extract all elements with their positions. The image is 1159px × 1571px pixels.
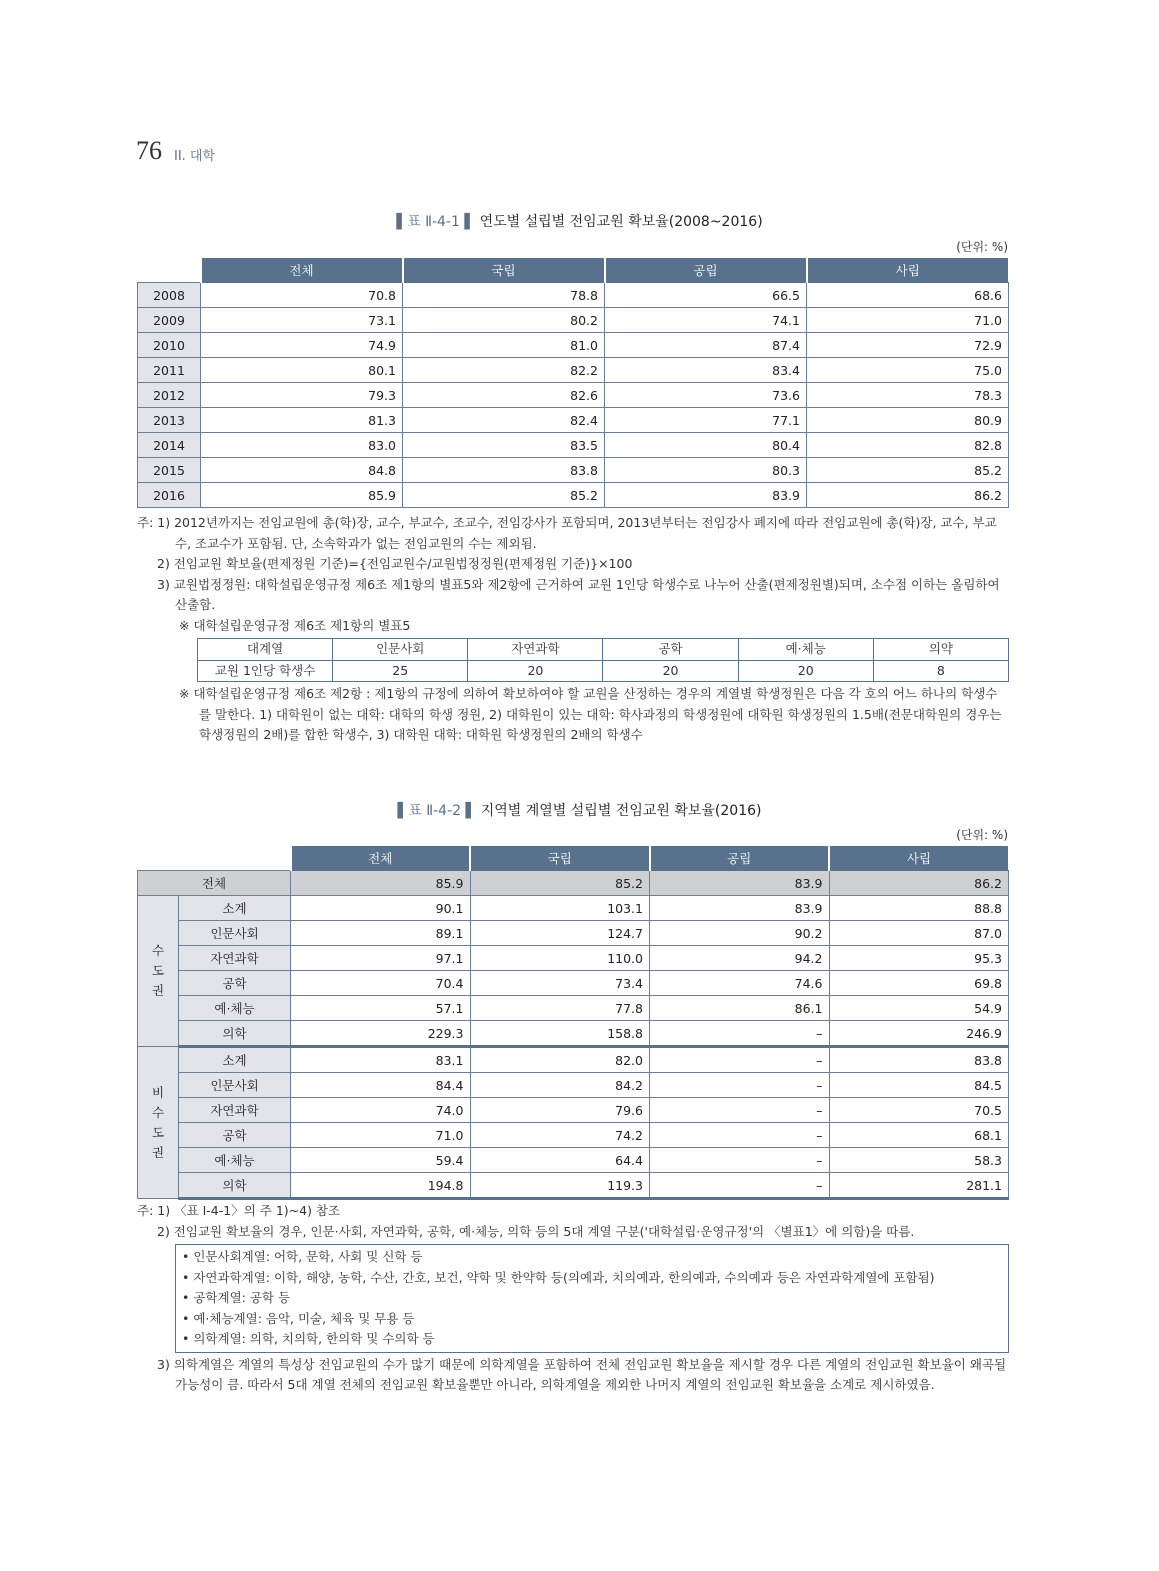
value-cell: 85.2 — [807, 458, 1009, 483]
field-label: 예·체능 — [179, 996, 291, 1021]
table-row — [138, 996, 1009, 1021]
value-cell: 66.5 — [605, 283, 807, 308]
reference-header-cell: 예·체능 — [738, 639, 873, 661]
value-cell: 72.9 — [807, 333, 1009, 358]
column-header: 국립 — [470, 846, 650, 871]
reference-value-cell: 20 — [738, 660, 873, 682]
value-cell: – — [650, 1021, 830, 1047]
value-cell: 64.4 — [470, 1148, 650, 1173]
value-cell: – — [650, 1173, 830, 1199]
field-label: 자연과학 — [179, 1098, 291, 1123]
field-definition: • 자연과학계열: 이학, 해양, 농학, 수산, 간호, 보건, 약학 및 한약학 등(의예과, 치의예과, 한의예과, 수의예과 등은 자연과학계열에 포함됨) — [182, 1269, 935, 1285]
reference-table — [197, 638, 1009, 682]
year-cell: 2014 — [138, 433, 201, 458]
column-header: 전체 — [291, 846, 471, 871]
year-cell: 2008 — [138, 283, 201, 308]
region-label: 수도권 — [151, 943, 165, 998]
value-cell: 74.0 — [291, 1098, 471, 1123]
table2 — [137, 845, 1009, 1200]
field-label: 소계 — [179, 1047, 291, 1073]
value-cell: 246.9 — [829, 1021, 1009, 1047]
value-cell: 85.2 — [470, 871, 650, 896]
value-cell: 83.0 — [201, 433, 403, 458]
value-cell: 84.4 — [291, 1073, 471, 1098]
table-row — [138, 1047, 1009, 1073]
value-cell: 119.3 — [470, 1173, 650, 1199]
value-cell: 74.1 — [605, 308, 807, 333]
note-2: 2) 전임교원 확보율의 경우, 인문·사회, 자연과학, 공학, 예·체능, 의학 등의 5대 계열 구분('대학설립·운영규정'의 〈별표1〉에 의함)을 따름. — [157, 1223, 915, 1239]
table-row — [138, 308, 1009, 333]
value-cell: 74.2 — [470, 1123, 650, 1148]
table-row — [138, 383, 1009, 408]
total-row — [138, 871, 1009, 896]
value-cell: 94.2 — [650, 946, 830, 971]
value-cell: 77.1 — [605, 408, 807, 433]
table2-caption — [0, 800, 1159, 820]
value-cell: 81.3 — [201, 408, 403, 433]
field-definition: • 의학계열: 의학, 치의학, 한의학 및 수의학 등 — [182, 1331, 435, 1346]
value-cell: – — [650, 1047, 830, 1073]
field-definition: • 인문사회계열: 어학, 문학, 사회 및 신학 등 — [182, 1249, 423, 1264]
reference-value-cell: 8 — [873, 660, 1008, 682]
section-title: II. 대학 — [174, 149, 216, 164]
value-cell: 68.1 — [829, 1123, 1009, 1148]
table-row — [138, 333, 1009, 358]
reference-2: ※ 대학설립운영규정 제6조 제2항 : 제1항의 규정에 의하여 확보하여야 할 교원을 산정하는 경우의 계열별 학생정원은 다음 각 호의 어느 하나의 학생수를 말한다. 1) 대학원이 없는 대학: 대학의 학생 정원, 2) 대학원이 있는 대학: 학사과정의 학생정원에 대학원 학생정원의 1.5배(전문대학원의 경우는 학생정원의 2배)를 합한 학생수, 3) 대학원 대학: 대학원 학생정원의 2배의 학생수 — [179, 686, 1002, 742]
note-1: 주: 1) 〈표 Ⅰ-4-1〉의 주 1)~4) 참조 — [137, 1203, 341, 1218]
value-cell: 78.3 — [807, 383, 1009, 408]
table2-unit: (단위: %) — [956, 828, 1008, 842]
table1-title: 연도별 설립별 전임교원 확보율(2008~2016) — [479, 214, 763, 230]
year-cell: 2013 — [138, 408, 201, 433]
value-cell: 124.7 — [470, 921, 650, 946]
value-cell: 70.4 — [291, 971, 471, 996]
value-cell: 69.8 — [829, 971, 1009, 996]
field-label: 의학 — [179, 1021, 291, 1047]
value-cell: 158.8 — [470, 1021, 650, 1047]
table-row — [138, 1173, 1009, 1199]
field-label: 의학 — [179, 1173, 291, 1199]
value-cell: 79.3 — [201, 383, 403, 408]
table1-caption — [0, 211, 1159, 231]
corner-cell — [138, 258, 201, 283]
table-row — [138, 946, 1009, 971]
table2-marker: ▌표 Ⅱ-4-2 ▌ — [397, 803, 477, 819]
value-cell: 83.9 — [605, 483, 807, 508]
year-cell: 2009 — [138, 308, 201, 333]
value-cell: 85.9 — [201, 483, 403, 508]
value-cell: 90.1 — [291, 896, 471, 921]
field-label: 인문사회 — [179, 1073, 291, 1098]
page-number: 76 — [136, 136, 162, 165]
column-header: 전체 — [201, 258, 403, 283]
field-label: 자연과학 — [179, 946, 291, 971]
field-label: 공학 — [179, 971, 291, 996]
reference-1: ※ 대학설립운영규정 제6조 제1항의 별표5 — [179, 617, 411, 633]
value-cell: 103.1 — [470, 896, 650, 921]
note-1: 주: 1) 2012년까지는 전임교원에 총(학)장, 교수, 부교수, 조교수, 전임강사가 포함되며, 2013년부터는 전임강사 폐지에 따라 전임교원에 총(학)장, 교수, 부교수, 조교수가 포함됨. 단, 소속학과가 없는 전임교원의 수는 제외됨. — [137, 515, 997, 551]
reference-value-cell: 20 — [603, 660, 738, 682]
value-cell: – — [650, 1098, 830, 1123]
region-cell — [138, 1047, 179, 1199]
value-cell: 79.6 — [470, 1098, 650, 1123]
value-cell: 194.8 — [291, 1173, 471, 1199]
field-definition: • 공학계열: 공학 등 — [182, 1290, 291, 1305]
value-cell: 86.2 — [829, 871, 1009, 896]
value-cell: 110.0 — [470, 946, 650, 971]
value-cell: 74.9 — [201, 333, 403, 358]
value-cell: 83.4 — [605, 358, 807, 383]
table-row — [138, 1148, 1009, 1173]
value-cell: 59.4 — [291, 1148, 471, 1173]
table-row — [138, 483, 1009, 508]
reference-value-cell: 20 — [468, 660, 603, 682]
value-cell: 80.4 — [605, 433, 807, 458]
value-cell: 82.4 — [403, 408, 605, 433]
region-cell — [138, 896, 179, 1047]
table-row — [138, 1073, 1009, 1098]
value-cell: 83.9 — [650, 871, 830, 896]
year-cell: 2012 — [138, 383, 201, 408]
value-cell: 54.9 — [829, 996, 1009, 1021]
reference-header-cell: 공학 — [603, 639, 738, 661]
table2-title: 지역별 계열별 설립별 전임교원 확보율(2016) — [480, 803, 762, 819]
table-row — [138, 1098, 1009, 1123]
value-cell: 68.6 — [807, 283, 1009, 308]
value-cell: 87.4 — [605, 333, 807, 358]
value-cell: 83.5 — [403, 433, 605, 458]
value-cell: 71.0 — [807, 308, 1009, 333]
table-row — [138, 1123, 1009, 1148]
table-row — [138, 408, 1009, 433]
table1-marker: ▌표 Ⅱ-4-1 ▌ — [396, 214, 476, 230]
value-cell: – — [650, 1123, 830, 1148]
value-cell: 82.2 — [403, 358, 605, 383]
table-row — [138, 1021, 1009, 1047]
value-cell: 84.8 — [201, 458, 403, 483]
value-cell: 70.5 — [829, 1098, 1009, 1123]
value-cell: 87.0 — [829, 921, 1009, 946]
field-label: 소계 — [179, 896, 291, 921]
value-cell: 83.8 — [403, 458, 605, 483]
value-cell: 82.8 — [807, 433, 1009, 458]
value-cell: 80.2 — [403, 308, 605, 333]
value-cell: 86.1 — [650, 996, 830, 1021]
value-cell: 82.0 — [470, 1047, 650, 1073]
value-cell: 83.9 — [650, 896, 830, 921]
table-row — [138, 283, 1009, 308]
value-cell: 84.2 — [470, 1073, 650, 1098]
note-2: 2) 전임교원 확보율(편제정원 기준)={전임교원수/교원법정정원(편제정원 기준)}×100 — [157, 556, 633, 571]
field-label: 인문사회 — [179, 921, 291, 946]
table1-notes — [137, 513, 1009, 746]
table-row — [138, 921, 1009, 946]
table-row — [138, 971, 1009, 996]
reference-header-cell: 대계열 — [198, 639, 333, 661]
value-cell: 88.8 — [829, 896, 1009, 921]
value-cell: 81.0 — [403, 333, 605, 358]
table-row — [138, 358, 1009, 383]
field-label: 공학 — [179, 1123, 291, 1148]
value-cell: 84.5 — [829, 1073, 1009, 1098]
field-label: 예·체능 — [179, 1148, 291, 1173]
table-row — [138, 433, 1009, 458]
value-cell: 95.3 — [829, 946, 1009, 971]
column-header: 공립 — [605, 258, 807, 283]
value-cell: 85.9 — [291, 871, 471, 896]
value-cell: 85.2 — [403, 483, 605, 508]
column-header: 공립 — [650, 846, 830, 871]
value-cell: 86.2 — [807, 483, 1009, 508]
reference-header-cell: 의약 — [873, 639, 1008, 661]
value-cell: – — [650, 1148, 830, 1173]
value-cell: 74.6 — [650, 971, 830, 996]
table1-header-row — [138, 258, 1009, 283]
value-cell: 229.3 — [291, 1021, 471, 1047]
value-cell: – — [650, 1073, 830, 1098]
table-row — [138, 896, 1009, 921]
value-cell: 83.8 — [829, 1047, 1009, 1073]
value-cell: 97.1 — [291, 946, 471, 971]
year-cell: 2016 — [138, 483, 201, 508]
region-label: 비수도권 — [151, 1084, 165, 1160]
value-cell: 73.4 — [470, 971, 650, 996]
year-cell: 2010 — [138, 333, 201, 358]
year-cell: 2011 — [138, 358, 201, 383]
value-cell: 75.0 — [807, 358, 1009, 383]
value-cell: 83.1 — [291, 1047, 471, 1073]
reference-value-row — [198, 660, 1009, 682]
field-definition: • 예·체능계열: 음악, 미술, 체육 및 무용 등 — [182, 1310, 415, 1326]
reference-value-cell: 25 — [333, 660, 468, 682]
column-header: 국립 — [403, 258, 605, 283]
reference-value-cell: 교원 1인당 학생수 — [198, 660, 333, 682]
reference-header-row — [198, 639, 1009, 661]
value-cell: 58.3 — [829, 1148, 1009, 1173]
table-row — [138, 458, 1009, 483]
value-cell: 73.6 — [605, 383, 807, 408]
value-cell: 78.8 — [403, 283, 605, 308]
reference-header-cell: 인문사회 — [333, 639, 468, 661]
table1 — [137, 257, 1009, 508]
note-3: 3) 교원법정정원: 대학설립운영규정 제6조 제1항의 별표5와 제2항에 근거하여 교원 1인당 학생수로 나누어 산출(편제정원별)되며, 소수점 이하는 올림하여 산출함. — [157, 576, 1000, 612]
table2-notes — [137, 1201, 1009, 1396]
column-header: 사립 — [807, 258, 1009, 283]
reference-header-cell: 자연과학 — [468, 639, 603, 661]
year-cell: 2015 — [138, 458, 201, 483]
value-cell: 89.1 — [291, 921, 471, 946]
table1-unit: (단위: %) — [956, 240, 1008, 254]
value-cell: 70.8 — [201, 283, 403, 308]
value-cell: 82.6 — [403, 383, 605, 408]
value-cell: 80.9 — [807, 408, 1009, 433]
value-cell: 77.8 — [470, 996, 650, 1021]
value-cell: 80.3 — [605, 458, 807, 483]
total-label: 전체 — [138, 871, 291, 896]
table2-header-row — [138, 846, 1009, 871]
field-definitions-box — [175, 1244, 1009, 1353]
value-cell: 80.1 — [201, 358, 403, 383]
value-cell: 281.1 — [829, 1173, 1009, 1199]
column-header: 사립 — [829, 846, 1009, 871]
value-cell: 90.2 — [650, 921, 830, 946]
value-cell: 57.1 — [291, 996, 471, 1021]
value-cell: 71.0 — [291, 1123, 471, 1148]
note-3: 3) 의학계열은 계열의 특성상 전임교원의 수가 많기 때문에 의학계열을 포함하여 전체 전임교원 확보율을 제시할 경우 다른 계열의 전임교원 확보율이 왜곡될 가능성이 큼. 따라서 5대 계열 전체의 전임교원 확보율뿐만 아니라, 의학계열을 제외한 나머지 계열의 전임교원 확보율을 소계로 제시하였음. — [157, 1356, 1007, 1392]
value-cell: 73.1 — [201, 308, 403, 333]
